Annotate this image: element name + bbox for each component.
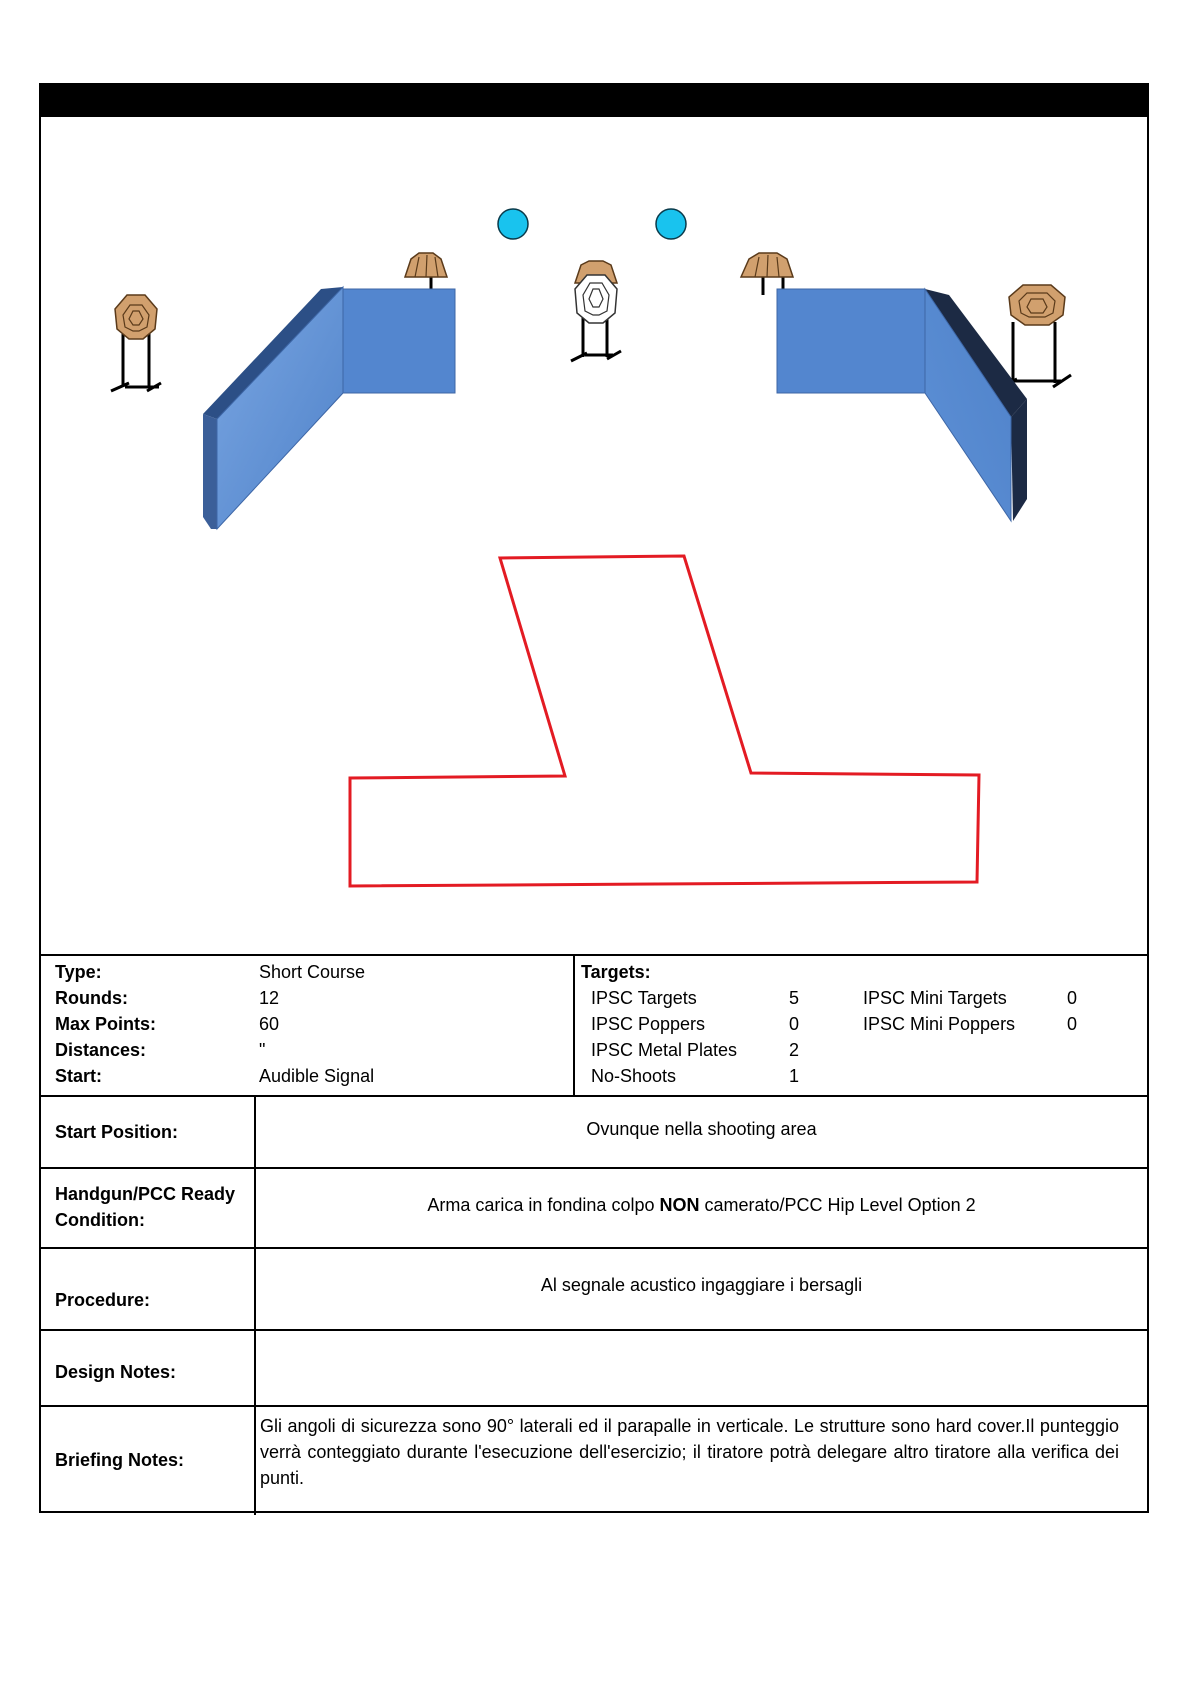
stage-sheet	[39, 83, 1149, 1513]
ready-condition-value-bold: NON	[659, 1195, 700, 1215]
briefing-notes-value: Gli angoli di sicurezza sono 90° laterali ed il parapalle in verticale. Le strutture sono hard cover.Il punteggio verrà conteggiato durante l'esecuzione dell'esercizio; il tiratore potrà delegare altro tiratore alla verifica dei punti.	[260, 1416, 1119, 1488]
start-position-row	[41, 1095, 1147, 1169]
briefing-notes-label: Briefing Notes:	[55, 1450, 185, 1470]
ipsc-metal-plates-label: IPSC Metal Plates	[591, 1040, 738, 1060]
no-shoot-target	[575, 275, 617, 323]
info-divider	[573, 956, 575, 1097]
hard-cover-wall-left	[203, 287, 455, 529]
ipsc-targets-value: 5	[789, 988, 800, 1008]
max-points-label: Max Points:	[55, 1014, 157, 1034]
start-position-value: Ovunque nella shooting area	[586, 1119, 817, 1139]
metal-plate-right	[656, 209, 686, 239]
briefing-notes-row	[41, 1405, 1147, 1515]
start-position-label: Start Position:	[55, 1122, 179, 1142]
ipsc-targets-label: IPSC Targets	[591, 988, 697, 1008]
row-divider	[254, 1331, 256, 1407]
type-value: Short Course	[259, 962, 366, 982]
ipsc-target-far-right	[1001, 285, 1071, 387]
type-label: Type:	[55, 962, 102, 982]
stage-info-block	[41, 954, 1147, 1097]
design-notes-label: Design Notes:	[55, 1362, 177, 1382]
distances-label: Distances:	[55, 1040, 147, 1060]
metal-plate-left	[498, 209, 528, 239]
max-points-value: 60	[259, 1014, 280, 1034]
ipsc-target-far-left	[111, 295, 161, 391]
procedure-value: Al segnale acustico ingaggiare i bersagli	[540, 1275, 863, 1295]
ipsc-poppers-label: IPSC Poppers	[591, 1014, 706, 1034]
stage-diagram-svg	[41, 117, 1147, 955]
ready-condition-value	[256, 1195, 1147, 1216]
ipsc-mini-poppers-value: 0	[1067, 1014, 1078, 1034]
start-label: Start:	[55, 1066, 103, 1086]
ipsc-mini-poppers-label: IPSC Mini Poppers	[863, 1014, 1016, 1034]
no-shoots-value: 1	[789, 1066, 800, 1086]
rounds-label: Rounds:	[55, 988, 128, 1008]
ready-condition-row	[41, 1167, 1147, 1249]
distances-value: "	[259, 1040, 266, 1060]
hard-cover-wall-right	[777, 289, 1027, 521]
targets-heading: Targets:	[581, 962, 651, 982]
ready-condition-label-line1: Handgun/PCC Ready	[55, 1184, 236, 1204]
ready-condition-value-before: Arma carica in fondina colpo	[427, 1195, 660, 1215]
stage-header-bar	[41, 85, 1147, 115]
ipsc-poppers-value: 0	[789, 1014, 800, 1034]
procedure-row	[41, 1247, 1147, 1331]
procedure-label: Procedure:	[55, 1290, 151, 1310]
stage-diagram	[41, 115, 1147, 955]
ipsc-mini-targets-value: 0	[1067, 988, 1078, 1008]
shooting-area-outline	[350, 556, 979, 886]
ready-condition-label-line2: Condition:	[55, 1210, 145, 1230]
design-notes-row	[41, 1329, 1147, 1407]
start-value: Audible Signal	[259, 1066, 375, 1086]
row-divider	[254, 1407, 256, 1515]
ipsc-mini-targets-label: IPSC Mini Targets	[863, 988, 1007, 1008]
rounds-value: 12	[259, 988, 280, 1008]
no-shoots-label: No-Shoots	[591, 1066, 677, 1086]
ipsc-metal-plates-value: 2	[789, 1040, 800, 1060]
ready-condition-value-after: camerato/PCC Hip Level Option 2	[699, 1195, 976, 1215]
